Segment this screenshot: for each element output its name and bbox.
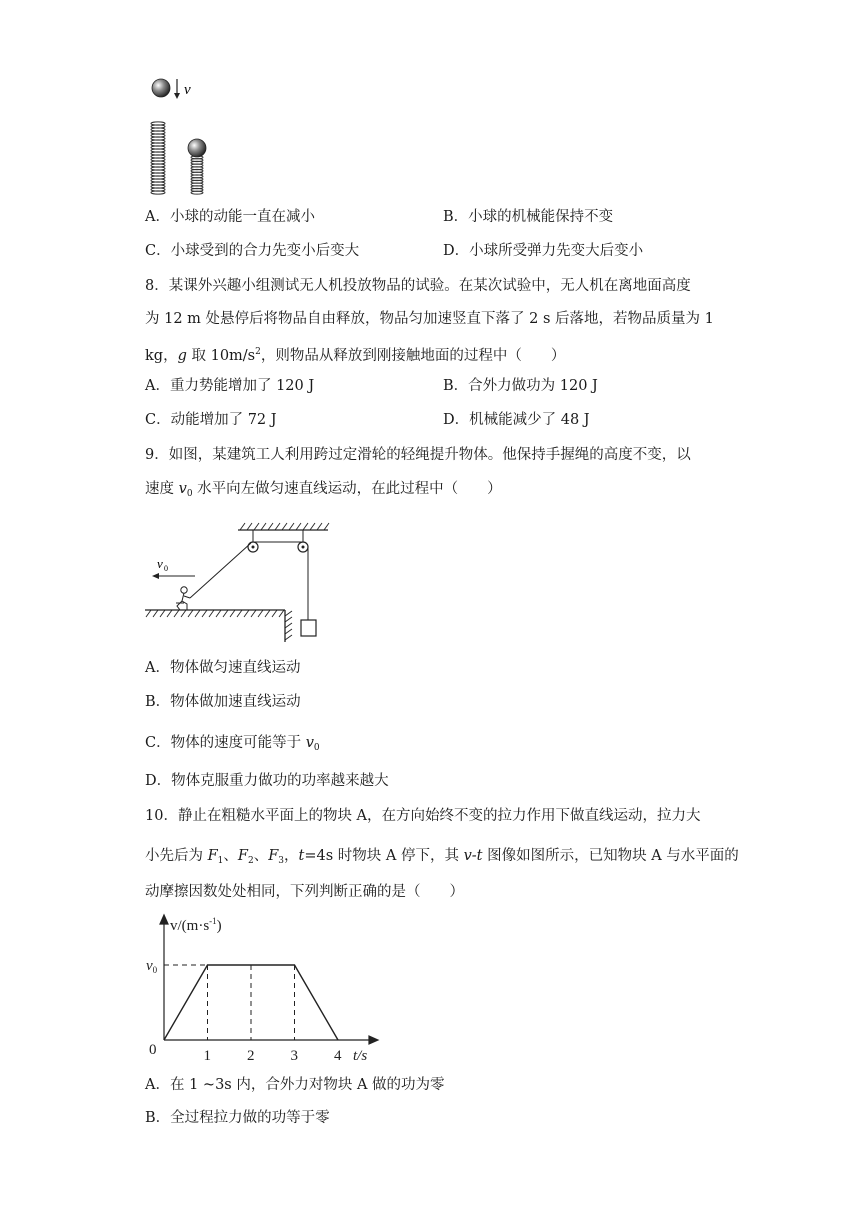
velocity-label: v: [184, 82, 191, 98]
x-tick-label-1: 1: [203, 1048, 211, 1064]
velocity-arrowhead: [174, 93, 180, 99]
q10-option-a: A．在 1 ~3s 内，合外力对物块 A 做的功为零: [145, 1077, 445, 1093]
vt-chart: [140, 908, 390, 1068]
short-spring: [191, 156, 203, 194]
origin-label: 0: [149, 1042, 157, 1058]
y-axis-label: $v/(m\cdot s^{-1})$: [170, 916, 222, 934]
q7-option-b: B．小球的机械能保持不变: [443, 209, 614, 225]
q8-option-b: B．合外力做功为 120 J: [443, 378, 598, 394]
q7-option-c: C．小球受到的合力先变小后变大: [145, 243, 360, 259]
q9-pulley-figure: [140, 520, 340, 645]
x-tick-label-2: 2: [247, 1048, 255, 1064]
x-axis-label: t/s: [353, 1048, 368, 1064]
svg-text:0: 0: [164, 564, 168, 573]
q10-option-b: B．全过程拉力做的功等于零: [145, 1110, 330, 1126]
falling-ball: [152, 79, 170, 97]
q8-option-d: D．机械能减少了 48 J: [443, 412, 590, 428]
q9-option-c: C．物体的速度可能等于 $v_0$: [145, 735, 320, 753]
hanging-block: [301, 620, 316, 636]
q8-stem-line3: kg，g 取 $10m/s^2$，则物品从释放到刚接触地面的过程中（ ）: [145, 347, 566, 364]
q8-stem-line1: 8．某课外兴趣小组测试无人机投放物品的试验。在某次试验中，无人机在离地面高度: [145, 278, 691, 294]
q8-stem-line2: 为 12 m 处悬停后将物品自由释放，物品匀加速竖直下落了 2 s 后落地，若物品质量为 1: [145, 311, 714, 327]
rope-incline: [190, 543, 251, 598]
q9-stem-line1: 9．如图，某建筑工人利用跨过定滑轮的轻绳提升物体。他保持手握绳的高度不变，以: [145, 447, 691, 463]
q9-option-a: A．物体做匀速直线运动: [145, 660, 301, 676]
worker-figure: [176, 587, 190, 610]
q8-option-a: A．重力势能增加了 120 J: [145, 378, 315, 394]
q8-option-c: C．动能增加了 72 J: [145, 412, 277, 428]
q10-stem-line3: 动摩擦因数处处相同，下列判断正确的是（ ）: [145, 884, 464, 900]
q7-option-d: D．小球所受弹力先变大后变小: [443, 243, 644, 259]
ball-on-spring: [188, 139, 206, 157]
q7-figure: [140, 72, 220, 202]
worker-velocity-label: v: [157, 556, 163, 571]
q10-stem-line1: 10．静止在粗糙水平面上的物块 A，在方向始终不变的拉力作用下做直线运动，拉力大: [145, 808, 701, 824]
y-tick-label-v0: $v_0$: [146, 958, 158, 975]
q9-option-b: B．物体做加速直线运动: [145, 694, 301, 710]
y-axis-arrow: [160, 915, 168, 924]
q7-option-a: A．小球的动能一直在减小: [145, 209, 315, 225]
x-axis-arrow: [369, 1036, 378, 1044]
x-tick-label-3: 3: [290, 1048, 298, 1064]
q9-option-d: D．物体克服重力做功的功率越来越大: [145, 773, 389, 789]
long-spring: [151, 122, 165, 194]
q9-stem-line2: 速度 $v_0$ 水平向左做匀速直线运动，在此过程中（ ）: [145, 481, 502, 499]
q10-stem-line2: 小先后为 $F_1$、$F_2$、$F_3$，t=4s 时物块 A 停下，其 v-t 图像如图所示，已知物块 A 与水平面的: [145, 848, 739, 866]
x-tick-label-4: 4: [334, 1048, 342, 1064]
